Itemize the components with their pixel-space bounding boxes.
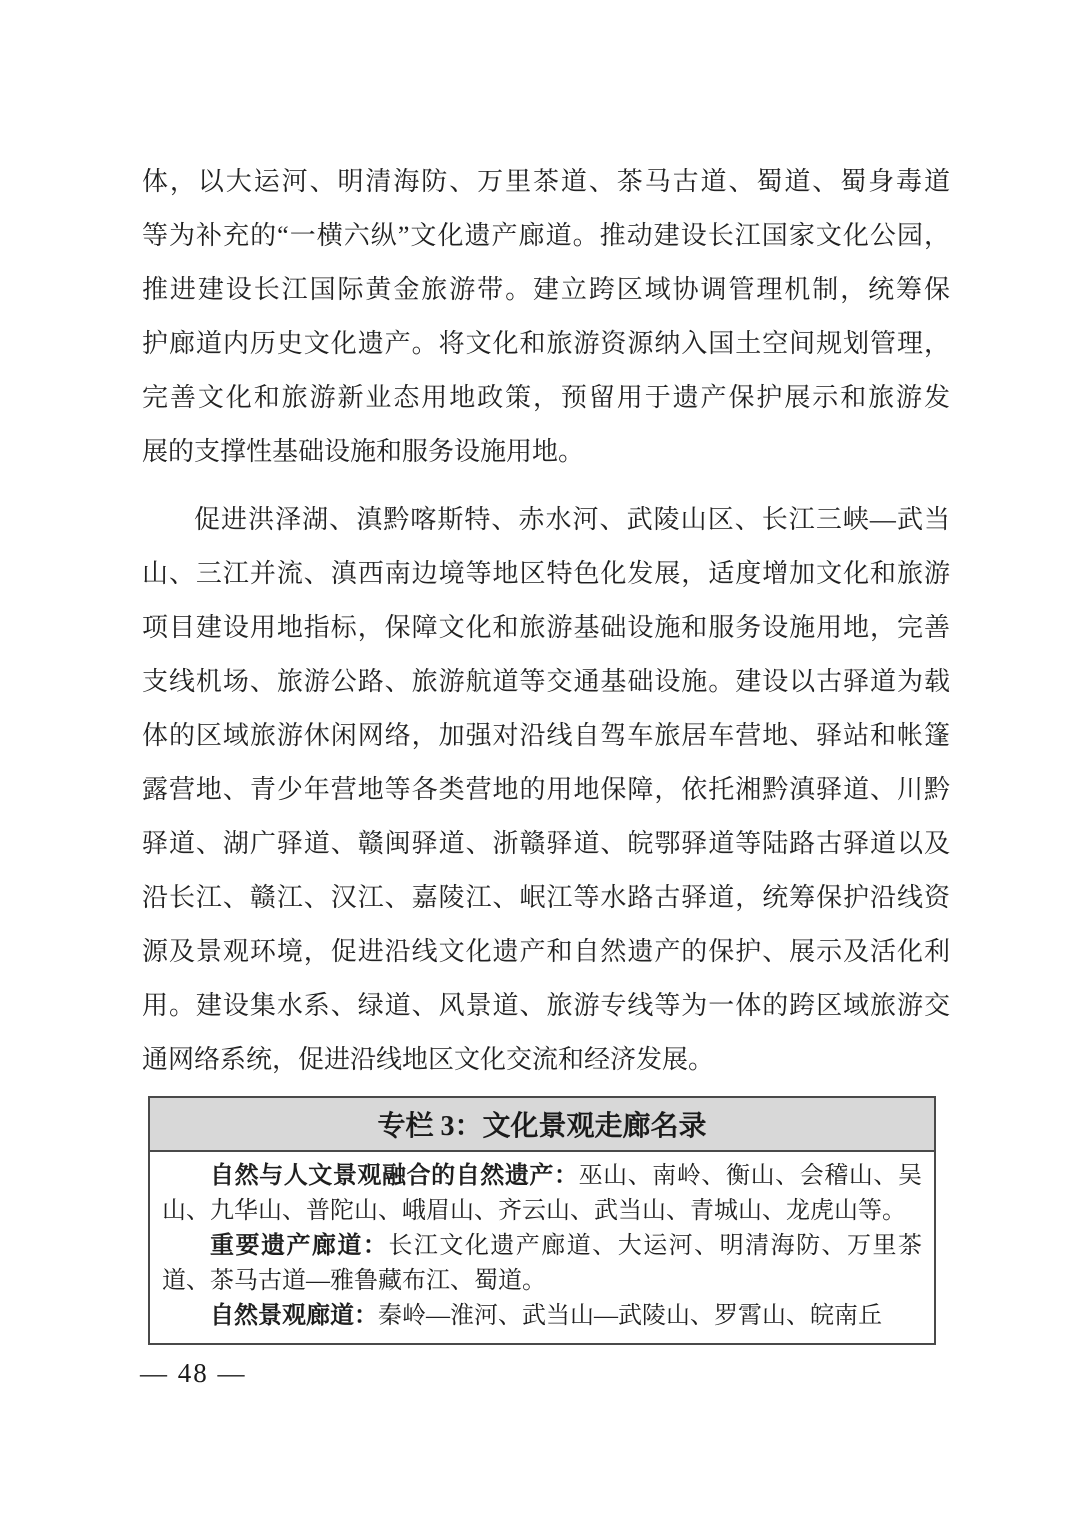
column-box-title: 专栏 3：文化景观走廊名录 <box>377 1111 707 1142</box>
page-footer <box>140 1358 247 1389</box>
text-line: 露营地、青少年营地等各类营地的用地保障，依托湘黔滇驿道、川黔 <box>142 775 950 804</box>
text-line: 项目建设用地指标，保障文化和旅游基础设施和服务设施用地，完善 <box>142 613 950 642</box>
paragraph <box>142 155 950 479</box>
text-line: 体的区域旅游休闲网络，加强对沿线自驾车旅居车营地、驿站和帐篷 <box>142 721 950 750</box>
box-entry-label: 重要遗产廊道： <box>210 1233 389 1259</box>
text-line: 支线机场、旅游公路、旅游航道等交通基础设施。建设以古驿道为载 <box>142 667 950 696</box>
document-body <box>142 155 950 1087</box>
text-line: 沿长江、赣江、汉江、嘉陵江、岷江等水路古驿道，统筹保护沿线资 <box>142 883 950 912</box>
text-line: 护廊道内历史文化遗产。将文化和旅游资源纳入国土空间规划管理， <box>142 329 950 358</box>
page-number: — 48 — <box>140 1358 247 1388</box>
text-line: 等为补充的“一横六纵”文化遗产廊道。推动建设长江国家文化公园， <box>142 221 950 250</box>
text-line: 推进建设长江国际黄金旅游带。建立跨区域协调管理机制，统筹保 <box>142 275 950 304</box>
column-box-header <box>150 1098 934 1152</box>
box-entry: 重要遗产廊道：长江文化遗产廊道、大运河、明清海防、万里茶道、茶马古道—雅鲁藏布江、蜀道。 <box>162 1233 923 1294</box>
box-entry-label: 自然景观廊道： <box>210 1303 378 1329</box>
column-box-body <box>150 1152 934 1343</box>
text-line: 驿道、湖广驿道、赣闽驿道、浙赣驿道、皖鄂驿道等陆路古驿道以及 <box>142 829 950 858</box>
text-line: 展的支撑性基础设施和服务设施用地。 <box>142 437 585 466</box>
column-box <box>148 1096 936 1345</box>
text-line: 通网络系统，促进沿线地区文化交流和经济发展。 <box>142 1045 715 1074</box>
text-line: 体，以大运河、明清海防、万里茶道、茶马古道、蜀道、蜀身毒道 <box>142 167 950 196</box>
box-entry-label: 自然与人文景观融合的自然遗产： <box>210 1163 579 1189</box>
paragraph <box>142 493 950 1087</box>
box-entry: 自然景观廊道：秦岭—淮河、武当山—武陵山、罗霄山、皖南丘 <box>210 1303 882 1329</box>
text-line: 用。建设集水系、绿道、风景道、旅游专线等为一体的跨区域旅游交 <box>142 991 950 1020</box>
box-entry: 自然与人文景观融合的自然遗产：巫山、南岭、衡山、会稽山、吴山、九华山、普陀山、峨眉山、齐云山、武当山、青城山、龙虎山等。 <box>162 1163 923 1224</box>
text-line: 源及景观环境，促进沿线文化遗产和自然遗产的保护、展示及活化利 <box>142 937 950 966</box>
text-line: 山、三江并流、滇西南边境等地区特色化发展，适度增加文化和旅游 <box>142 559 950 588</box>
text-line: 促进洪泽湖、滇黔喀斯特、赤水河、武陵山区、长江三峡—武当 <box>194 505 950 534</box>
text-line: 完善文化和旅游新业态用地政策，预留用于遗产保护展示和旅游发 <box>142 383 950 412</box>
